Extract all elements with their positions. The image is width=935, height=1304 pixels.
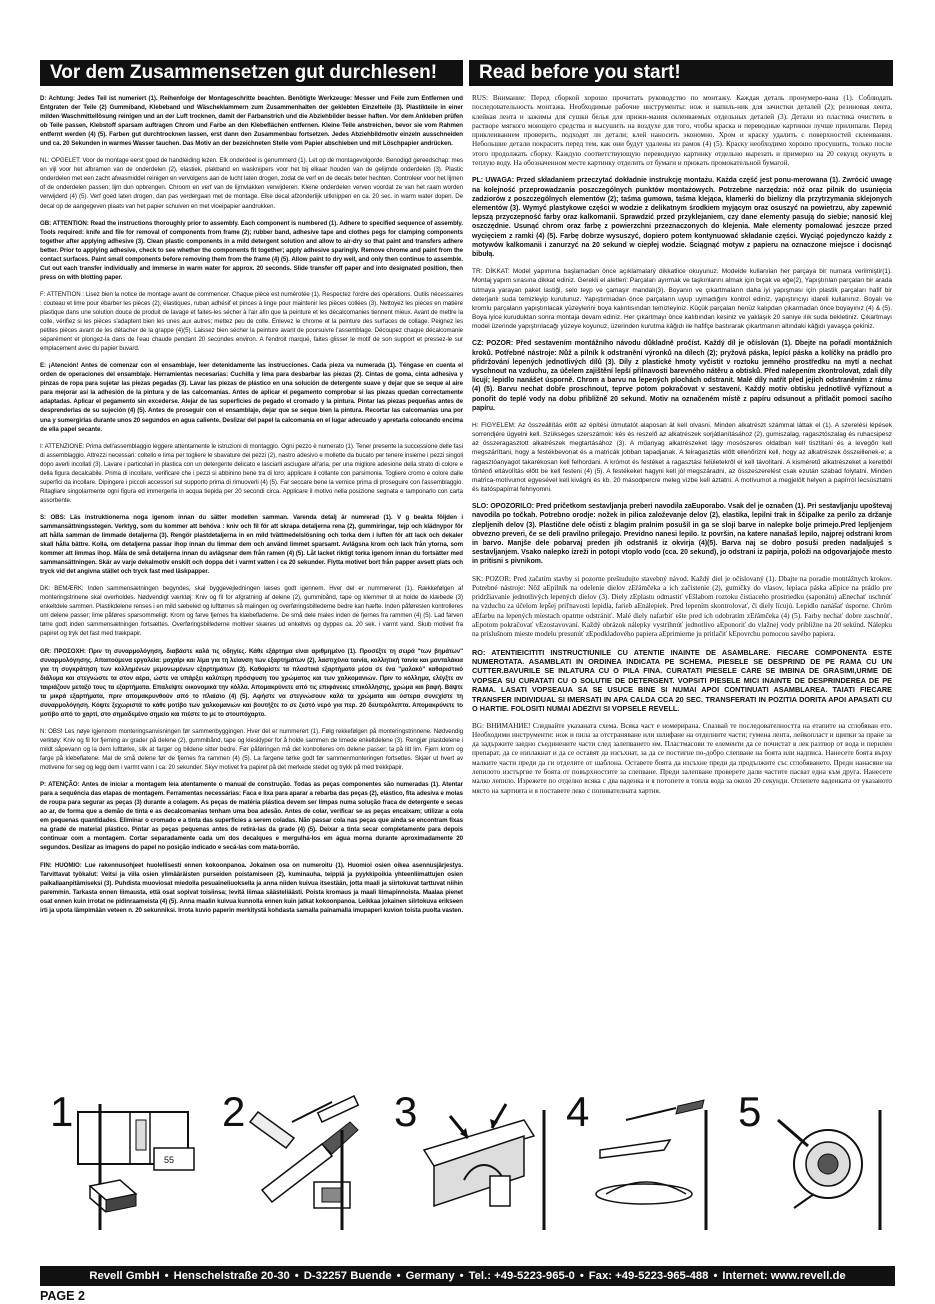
instruction-paragraph: RUS: Внимание: Перед сборкой хорошо прочитать руководство по монтажу. Каждая деталь пронумеро-вана (1). Соблюдать последовательность монтажа. Необходимые рабочие инструменты: нож и напиль-ник для зачистки деталей (2); резиновая лента, клейкая лента и зажимы для сушки белья для прижи-мания склеиваемых отдельных деталей (3). Детали из пластика очистить в растворе мягкого моющего средства и высушить на воздухе для того, чтобы краска и переводные картинки лучше прилипали. Перед приклеиванием проверить, подходят ли детали; клей наносить экономно. Хром и краску удалить с поверхностей склеивания. Небольшие детали покрасить перед тем, как они будут удалены из рамок (4) (5). Краску необходимо хорошо просушить, только после этого продолжать сборку. Каждую соответствующую переводную картинку отдельно вырезать и примерно на 20 секунд окунуть в теплую воду. На обозначенном месте картинку отделить от бумаги и прижать промокательной бумагой.: [472, 94, 892, 168]
step-2-illustration: [222, 1090, 382, 1240]
step-number: 2: [222, 1088, 246, 1135]
footer-separator: •: [579, 1270, 584, 1282]
step-4-illustration: [566, 1090, 726, 1240]
instruction-paragraph: TR: DİKKAT: Model yapımına başlamadan önce açıklamalarý dikkatlice okuyunuz. Modelde kullanılan her parçaya bir numara verilmiştir(1). Montaj yapım sırasına dikkat ediniz. Gerekli el aletleri: Parçaları ayırmak ve taşkınlarını almak için bıçak ve eğe(2), Yapıştırılan parçaları bir arada tutmaya yarayan paket lastiği, selo teyp ve çamaşır mandalı(3). Boyanın ve çıkartmaların daha iyi yapışması için plastik parçaları hafif bir deterjanlı suda temizleyip kurutunuz. Yapıştırmadan önce parçaların uyup uymadığını kontrol ediniz, yapıştırıcıyı idareli kullanınız. Boyalı ve kromlu parçaların yapıştırılacak yüzeylerini boya kalıntısından temizleyiniz. Küçük parçaları henüz kalıpdan çıkarmadan önce boyayınız (4) & (5). Boya iyice kuruduktan sonra montaja devam ediniz. Her çıkartmayı önce kalıbından kesiniz ve yaklaşık 20 saniye ılık suda bekletiniz. Çıkartmayı model üzerinde yapıştırılacağı yüzeye koyunuz, üzerinden kurutma kâğıdı ile hafifçe bastırarak çıkartmanın altındaki kâğıdı yavaşça çekiniz.: [472, 268, 892, 331]
header-title-english: Read before you start!: [469, 60, 893, 86]
footer-separator: •: [713, 1270, 718, 1282]
step-number: 1: [50, 1088, 74, 1135]
page-number-label: PAGE 2: [40, 1289, 85, 1303]
step-3-illustration: [394, 1090, 554, 1240]
instruction-paragraph: SK: POZOR: Pred začatím stavby si pozorne preštudujte stavebný návod. Každý diel je očíslovaný (1). Dbajte na poradie montážnych krokov. Potrebné nástroje: Nôž aEpilník na odelenie dielov zEŕámčeka a ich začistenie (2), gumičky do vlasov, lepiaca páska aEpice na prádlo pre pridržiavanie jednotlivých lepených dielov (3). Diely zEplastu odmastiť vEšlabom roztoku čistiaceho prostriedku (saponátu) aEnechať uschnúť na vzduchu za účelom lepšej priľnavosti lepidla, farieb aEnálepiek. Pred lepením skontrolovať, či diely lícujú. Lepidlo nanášať úsporne. Chróm aEfarbu na lepených miestach opatrne odstrániť. Malé diely nafarbiť ešte pred ich odobratím zEŕámčeka (4) (5). Farby nechať dobre zaschnúť, aEpotom pokračovať vEzostavovaní. Každý obrázok nálepky vystrihnúť jednotlivo aEponoriť do vlažnej vody približne na 20 sekúnd. Nálepku na príslušnom mieste modelu presunúť zEpodkladového papiera aEprimierne ju pritlačiť kEpovrchu pomocou savého papiera.: [472, 574, 892, 639]
sprue-cutting-icon: [50, 1090, 210, 1240]
knife-and-file-icon: [222, 1090, 382, 1240]
instruction-paragraph: E: ¡Atención! Antes de comenzar con el ensamblaje, leer detenidamente las instrucciones. Cada pieza va numerada (1). Téngase en cuenta el orden de operaciones del ensamblaje. Herramientas necesarias: Cuchilla y lima para desbarbar las piezas (2). Cintas de goma, cinta adhesiva y pinzas de ropa para sujetar las piezas pegadas (3). Lavar las piezas de plástico en una solución de detergente suave y dejar que se seque al aire para mejorar así la adhesión de la pintura y de las calcomanías. Antes de aplicar el pegamento comprobar si las piezas quedan correctamente adaptadas. Aplicar el pegamento sin excederse. Alejar de las superficies de pegado el cromado y la pintura. Pintar las piezas pequeñas antes de desprenderlas de su sujeción (4) (5). Antes de proseguir con el ensamblaje, dejar que se seque bien la pintura. Recortar las calcomanías una por una y sumergirlas durante unos 20 segundos en agua caliente. Deslizar del papel la calcomanía en el lugar adecuado y apretarla colocando encima de ella papel secante.: [40, 362, 463, 433]
instruction-paragraph: CZ: POZOR: Před sestavením montážního návodu důkladně pročíst. Každý díl je očíslován (1). Dbejte na pořadí montážních kroků. Potřebné nástroje: Nůž a pilník k odstranění výronků na dílech (2); pryžová páska, lepící páska a kolíčky na prádlo pro přidržování lepených jednotlivých dílů (3). Díly z plastické hmoty vyčistit v roztoku jemného prostředku na mytí a nechat vyschnout na vzduchu, za účelem zajištění lepší přilnavosti barevného nátěru a obtisků. Před nalepením zkontrolovat, zdali díly lícují; lepidlo nanášet úsporně. Chrom a barvu na lepených plochách odstranit. Malé díly natřít před jejich odstraněním z rámu (4) (5). Barvu nechat dobře proschnout, teprve potom pokračovat v sestavení. Každý motiv obtisku jednotlivě vyříznout a ponořit do teplé vody na dobu přibližně 20 sekund. Motiv na označeném místě z papíru odsunout a přitlačit pomocí sacího papíru.: [472, 340, 892, 412]
instruction-paragraph: I: ATTENZIONE: Prima dell'assemblaggio leggere attentamente le istruzioni di montaggio. Ogni pezzo è numerato (1). Tener presente la successione delle fasi di assemblaggio. Attrezzi necessari: coltello e lima per togliere le sbavature dei pezzi (2), nastro adesivo e mollette da bucato per tenere insieme i pezzi singoli dopo averli incollati (3). Lavare i particolari in plastica con un detergente delicato e lasciarli asciugare all'aria, per una migliore adesione della strato di colore e della figura decalcabile. Prima di incollare, verificare che i pezzi si abbinino bene tra di loro; applicare il collante con parsimonia. Togliere cromo e colore dalle superfici da incollare. Dipingere i piccoli accessori sul supporto prima di rimuoverli (4) (5). Far seccare bene la vernice prima di proseguire con l'assemblaggio. Ritagliare singolarmente ogni figura ed immergerla in acqua tiepida per 20 secondi circa. Applicare il motivo nella posizione segnata e tamponarlo con carta assorbente.: [40, 442, 463, 504]
footer-city: D-32257 Buende: [303, 1270, 392, 1282]
instruction-paragraph: FIN: HUOMIO: Lue rakennusohjeet huolellisesti ennen kokoonpanoa. Jokainen osa on numeroitu (1). Huomioi osien oikea asennusjärjestys. Tarvittavat työkalut: Veitsi ja viila osien ylimääräisten purseiden poistamiseen (2), kuminauha, teippiä ja pyykkipoikia yhteenliimattujen osien paikallaanpitämiseksi (3). Puhdista muoviosat miedolla pesuaineliuoksella ja anna niiden kuivua itsestään, jotta maali ja siirtokuvat tarttuvat niihin paremmin. Tarkasta ennen liimausta, että osat sopivat toisiinsa; levitä liimaa säästeliäästi. Poista kromaus ja maali liimapinnoista. Maalaa pienet osat ennen kuin irrotat ne pidinraameista (4) (5). Anna maalin kuivua kunnolla ennen kuin jatkat kokoonpanoa. Leikkaa jokainen siirtokuva erikseen irti ja upota lämpimään veteen n. 20 sekunniksi. Irrota kuvio paperin merkitystä kohdasta samalla painamalla imupaperi kuvion toista puolta vasten.: [40, 861, 463, 914]
footer-website: Internet: www.revell.de: [722, 1270, 846, 1282]
header-title-german: Vor dem Zusammensetzen gut durchlesen!: [40, 60, 463, 86]
paint-brush-icon: [566, 1090, 726, 1240]
spray-painting-icon: [738, 1090, 898, 1240]
step-5-illustration: [738, 1090, 898, 1240]
instruction-paragraph: GB: ATTENTION: Read the instructions thoroughly prior to assembly. Each component is numbered (1). Adhere to specified sequence of assembly. Tools required: knife and file for removal of components from frame (2); rubber band, adhesive tape and clothes pegs for clamping components together after applying adhesive (3). Clean plastic components in a mild detergent solution and allow to air-dry so that paint and transfers adhere better. Prior to applying adhesive, check to see whether the components fit together; apply adhesive sparingly. Remove chrome and paint from the contact surfaces. Paint small components before removing them from the frame (4) (5). Allow paint to dry well, and only then continue to assemble. Cut out each transfer individually and immerse in warm water for approx. 20 seconds. Slide transfer off paper and into designated position, then press on with blotting paper.: [40, 219, 463, 281]
instruction-paragraph: D: Achtung: Jedes Teil ist numeriert (1). Reihenfolge der Montageschritte beachten. Benötigte Werkzeuge: Messer und Feile zum Entfernen und Entgraten der Teile (2) Gummiband, Klebeband und Wäscheklammern zum Zusammenhalten der geklebten Einzelteile (3). Plastikteile in einer milden Waschmittellösung reinigen und an der Luft trocknen, damit der Farbanstrich und die Abziehbilder besser haften. Vor dem Ankleben prüfen ob Teile passen, Klebstoff sparsam auftragen Chrom und Farbe an den Klebeflächen entfernen. Kleine Teile anstreichen, bevor sie vom Rahmen entfernt werden (4) (5). Farben gut durchtrocknen lassen, erst dann den Zusammenbau fortsetzen. Jedes Abziehbildmotiv einzeln ausschneiden und ca. 20 Sekunden in warmes Wasser tauchen. Das Motiv an der bezeichneten Stelle vom Papier abschieben und mit Löschpapier andrücken.: [40, 95, 463, 148]
instruction-paragraph: PL: UWAGA: Przed składaniem przeczytać dokładnie instrukcję montażu. Każda część jest ponu-merowana (1). Zwrócić uwagę na kolejność przeprowadzania poszczególnych punktów montażowych. Potrzebne narzędzia: nóż oraz pilnik do usunięcia zadziorów z poszczególnych elementów (2); taśma gumowa, taśma klejąca, klamerki do bielizny dla przytrzymania sklejonych elementów (3). Wymyć plastykowe części w wodzie z delikatnym środkiem myjącym oraz osuszyć na powietrzu, aby zapewnić lepszą przyczepność farby oraz kalkomanii. Sprawdzić przed przyklejaniem, czy dane elementy pasują do siebie; nanosić klej oszczędnie. Usunąć chrom oraz farbę z powierzchni przeznaczonych do klejenia. Małe elementy pomalować jeszcze przed wycięciem z ramki (4) (5). Farbę dobrze wysuszyć, dopiero potem kontynuować składanie części. Wyciąć pojedynczo każdy z motywów kalkomanii i zanurzyć na 20 sekund w ciepłej wodzie. Ściągnąć motyw z papieru na oznaczone miejsce i docisnąć bibułą.: [472, 177, 892, 258]
step-1-illustration: [50, 1090, 210, 1240]
footer-company: Revell GmbH: [89, 1270, 160, 1282]
instruction-paragraph: N: OBS! Les nøye igjennom monteringsanvisningen før sammenbyggingen. Hver del er nummerert (1). Følg rekkefølgen på monteringstrinnene. Nødvendig verktøy: Kniv og fil for fjerning av grader på delene (2), gummibånd, tape og klesklyper for å holde sammen de limede enkeltdelene (3). Rengjør plastdelene i mildt såpevann og la dem lufttørke, slik at farger og bildene sitter bedre. Før påføringen må det kontrolleres om delene passer; ta på litt lim. Fjern krom og farge på klebeflatene. Mal de små delene før de fjernes fra rammen (4) (5). La fargene tørke godt før sammenmonteringen fortsettes. Skjær ut hvert av motivene for seg og legg dem i varmt vann i ca. 20 sekunder. Skyv motivet fra papiret på det merkede stedet og trykk på med trekkpapir.: [40, 727, 463, 772]
footer-separator: •: [459, 1270, 464, 1282]
instruction-paragraph: RO: ATENTIEICITITI INSTRUCTIUNILE CU ATENTIE INAINTE DE ASAMBLARE. FIECARE COMPONENTA ESTE NUMEROTATA. ASAMBLATI IN ORDINEA INDICATA PE SCHEMA. PIESELE SE DESPRIND DE PE RAMA CU UN CUTTER.BAVURILE SE INLATURA CU O PILA FINA. CURATATI PIESELE CARE SE IMBINA DE GRASIMI,URME DE VOPSEA SU CURATATI CU O SOLUTIE DE DETERGENT. VOPSITI PIESELE MICI INAINTE DE DESPRINDEREA DE PE RAMA. LASATI VOPSEAUA SA SE USUCE BINE SI NUMAI APOI CONTINUATI ASAMBLAREA. TAIATI FIECARE TRANSFER INDIVIDUAL SI IMERSATI IN APA CALDA CCA 20 SEC. TRANSFERATI IN POZITIA DORITA APOI APASATI CU O HARTIE. FOLOSITI NUMAI ADEZIVI SI VOPSELE REVELL.: [472, 647, 892, 714]
footer-separator: •: [294, 1270, 299, 1282]
instruction-paragraph: GR: ΠΡΟΣΟΧΗ: Πριν τη συναρμολόγηση, διαβάστε καλά τις οδηγίες. Κάθε εξάρτημα είναι αριθμημένο (1). Προσέξτε τη σειρά "των βημάτων" συναρμολόγησης. Απαιτούμενα εργαλεία: μαχαίρι και λίμα για τη λείανση των εξαρτημάτων (2), λαστιχένια ταινία, κολλητική ταινία και μανταλάκια για τη συγκράτηση των κολλημένων μεμονωμένων εξαρτημάτων (3). Καθαρίστε τα πλαστικά εξαρτήματα μέσα σε ένα "μαλακό" καθαριστικό διάλυμα και στεγνώστε τα στον αέρα, ώστε να υπάρξει καλύτερη πρόσφυση του χρώματος και των χαλκομανιών. Πριν το κόλλημα, ελέγξτε αν ταιριάζουν μεταξύ τους τα εξαρτήματα. Επαλείψτε οικονομικά την κόλλα. Απομακρύνετε από τις επιφάνειες επικόλλησης, χρώμα και βαφή. Βάψτε τα μικρά εξαρτήματα, πριν απομακρυνθούν από το πλαίσιο (4) (5). Αφήστε να στεγνώσουν καλά τα χρώματα και ύστερα συνεχίστε τη συναρμολόγηση. Κόψτε ξεχωριστά το κάθε μοτίβο των χαλκομανιών και βουτήξτε το σε ζεστό νερό για περ. 20 δευτερόλεπτα. Απομακρύνετε το μοτίβο από το χαρτί, στο σημαδεμένο σημείο και πιέστε το με το στουπόχαρτο.: [40, 647, 463, 718]
footer-fax: Fax: +49-5223-965-488: [588, 1270, 709, 1282]
assembly-steps: [50, 1090, 895, 1240]
instructions-column-left: [40, 94, 463, 1041]
footer-separator: •: [164, 1270, 169, 1282]
instruction-paragraph: S: OBS: Läs instruktionerna noga igenom innan du sätter modellen samman. Varenda detalj är numrerad (1). V g beakta följden i sammansättningsstegen. Verktyg, som du kommer att behöva : kniv och fil för att skrapa detaljerna rena (2), gummiringar, tejp och klädnypor för att hålla samman de limmade detaljerna (3). Rengör plastdetaljerna in en mild tvättmedelslösning och torka dem i luften för att lack och dekaler skall hålla bättre. Kolla, om detaljerna passar ihop innan du limmar dem och använd limmet sparsamt. Avlägsna krom och lack från ytorna, som kommer att limmas ihop. Måla de små detaljerna innan du avlägsnar dem från ramen (4) (5). Låt lacket riktigt torka igenom innan du fortsätter med sammansättningen. Skär av varje dekalmotiv enskilt och doppa det i varmt vatten i ca 20 sekunder. Flytta motivet bort från papper avsett plats och tryck vid det angivna stället och tryck fast med läskpapper.: [40, 513, 463, 576]
instruction-paragraph: F: ATTENTION : Lisez bien la notice de montage avant de commencer. Chaque pièce est numérotée (1). Respectez l'ordre des opérations. Outils nécessaires : couteau et lime pour ébarber les pièces (2); élastiques, ruban adhésif et pinces à linge pour maintenir les pièces collées (3). Nettoyez les pièces en matière plastique dans une solution douce de produit de lavage et faites-les sécher à l'air afin que la peinture et les décalcomanies tiennent mieux. Avant de mettre la colle, vérifiez si les pièces s'adaptent bien les unes aux autres; mettez peu de colle. Enlevez le chrome et la peinture des surfaces de collage. Peignez les petites pièces avant de les détacher de la grappe (4)(5). Laissez bien sécher la peinture avant de poursuivre l'assemblage. Découpez chaque décalcomanie séparément et plongez-la dans de l'eau chaude pendant 20 secondes environ. A l'endroit marqué, faites glisser le motif de son support et pressez-le sur emplacement avec du papier buvard.: [40, 290, 463, 353]
instruction-paragraph: BG: ВНИМАНИЕ! Следвайте указаната схема. Всяка част е номерирана. Спазвай те последователността на етапите на сглобяван ето. Необходими инструменти: нож и пила за отстраняване или шлифане на отделните части; гумена лента, лейкопласт и щипки за пране за да задържите заедно съединените части след залепването им. Пластмасови те елементи да се почистат в лек разтвор от вода и перилен препарат, да се изплакнат и да се оставят да изсъхнат, за да се постигне по-добро слепване на боята или надписа. Нанесете боята върху малките части преди да ги отделите от шаблона. Оставете боята да изсъхне преди да продължите със сглобяването. Преди нанасяне на лепилото изстъргве те боята от повърхностите за слепване. Преди залепване проверете дали частите пасват една към друга. Нанесете малко лепило. Изрежете по отделно всяка с два ваденка и я потопете в топла вода за около 20 секунди. Отлепете ваденката от указаното място на хартията и я поставете леко с попивателната хартия.: [472, 721, 892, 795]
instruction-paragraph: NL: OPGELET: Voor de montage eerst goed de handleiding lezen. Elk onderdeel is genummerd (1). Let op de montagevolgorde. Benodigd gereedschap: mes en vijl voor het afbramen van de onderdelen (2), elastiek, plakband en wasknijpers voor het bij elkaar houden van de gelijmde onderdelen (3). Plastic onderdelen met een zacht afwasmiddel reinigen en vervolgens aan de lucht laten drogen, zodat de verf en de decals beter hechten. Controleer voor het lijmen of de onderdelen passen; lijm dun opbrengen. Chroom en verf van de lijmvlakken verwijderen. Kleine onderdelen verven voordat ze van het raam worden verwijderd (4) (5). Verf goed laten drogen, dan pas verdergaan met de montage. Elke decal afzonderlijk uitknippen en ca. 20 sec. in warm water dopen. De decal op de aangegeven plaats van het papier schuiven en met vloeipapier aandrukken.: [40, 157, 463, 210]
instruction-paragraph: DK: BEMÆRK: Inden sammensætningen begyndes, skal byggevejledningen læses godt igennem. Hver del er nummereret (1). Rækkefølgen af monteringstrinene skal overholdes. Nødvendigt værktøj: Kniv og fil for afgratning af delene (2), gummibånd, tape og klemmer til at holde de klæbede (3) enkeltdele sammen. Plastikdelene renses i en mild sæbeled og lufttørres så malingen og overføringsbillederne bedre kan hæfte. Inden påføreslen kontrolleres om delene passer; lime påføres sparsommeligt. Krom og farve fjernes fra klæbefladerne. De små dele males inden de fjernes fra rammen (4) (5). Lad farven tørre godt inden sammensætningen fortsættes. Overføringsbillederne mottiver skæres ud enkeltvis og dyppes ca. 20 sek. i varmt vand. Skub motivet fra papiret og tryk det fast med trækpapir.: [40, 585, 463, 638]
instruction-paragraph: P: ATENÇÃO: Antes de iniciar a montagem leia atentamente o manual de construção. Todas as peças componentes são numeradas (1). Atentar para a sequência das etapas de montagem. Ferramentas necessárias: Faca e lixa para aparar a rebarba das peças (2), elástico, fita adesiva e molas de roupa para segurar as peças (3) durante a colagem. As peças de matéria plástica devem ser limpas numa solução fraca de detergente e secas ao ar, de forma que a demão de tinta e as decalcomanias tenham uma boa adesão. Antes de colar, verificar se as peças encaixam; utilizar a cola em pequenas quantidades. Eliminar o cromado e a tinta das superfícies a serem coladas. Não passar cola nas peças que ainda se encontram fixas na grade de material plástico. Pintar as peças pequenas antes de retirá-las da grade (4) (5). Deixar a tinta secar completamente para depois continuar com a montagem. Cortar separadamente cada um dos decalques e mergulhá-los em água morna durante aproximadamente 20 segundos. Deslizar as imagens do papel no posição indicado e secá-las com mata-borrão.: [40, 781, 463, 852]
footer-tel: Tel.: +49-5223-965-0: [468, 1270, 575, 1282]
glue-and-clamp-icon: [394, 1090, 554, 1240]
footer-street: Henschelstraße 20-30: [173, 1270, 290, 1282]
instruction-paragraph: H: FIGYELEM: Az összeállítás előtt az építési útmutatót alaposan át kell olvasni. Minden alkatrészt számmal láttak el (1). A szerelési lépések sorrendjére ügyelni kell. Szükséges szerszámok: kés és reszelő az alkatrészek sorjátlanításához (2), gumiszalag, ragasztószalag és ruhacsipesz az összeragasztott alkatrészek megtartásához (3). A műanyag alkatrészeket lágy mosószeres oldatban kell tisztítani és a levegőn kell megszáríttani, hogy a festékbevonat és a matricák jobban tapadjanak. A felragasztás előtt ellenőrizni kell, hogy az alkatrészek összeillenek-e; a ragasztóanyagot takarékosan kell felhordani. A krómot és festéket a ragasztási felületekről el kell távolítani. A kisméretű alkatrészeket a keretből történő eltávolítás előtt be kell festeni (4) (5). A festékeket hagyni kell jól megszáradni, az összeszerelést csak ezután szabad folytatni. Minden matrica-motívumot egyesével kell kivágni és kb. 20 másodpercre meleg vízbe kell áztatni. A motívumot a megjelölt helyen a papírról lecsúsztatni és itatóspapírral fehnyomni.: [472, 421, 892, 494]
step-number: 5: [738, 1088, 762, 1135]
footer-separator: •: [396, 1270, 401, 1282]
footer-contact-bar: [40, 1266, 895, 1286]
svg-text:55: 55: [164, 1155, 175, 1165]
footer-country: Germany: [405, 1270, 455, 1282]
step-number: 4: [566, 1088, 590, 1135]
instruction-paragraph: SLO: OPOZORILO: Pred pričetkom sestavljanja preberi navodila zaEuporabo. Vsak del je označen (1). Pri sestavljanju upoštevaj navodila po točkah. Potrebno orodje: nožek in pilica založevanje delov (2), elastika, lepilni trak in ščipalke za perilo za držanje zlepljenih delov (3). Plastične dele očisti z blagim pralnim posušil in ga se sloji barve in nalepke bolje primejo.Pred lepljenjem obvezno preveri, če se deli pravilno prilegajo. Previdno nanesi lepilo. Iz površin, na katere nanašaš lepilo, najprej odstrani krom in barvo. Manjše dele pobarvaj preden jih odstraniš iz okvirja (4)(5). Barva naj se dobro posuši preden nadaljuješ s sestavljanjem. Vsako nalepko izreži in potopi vtoplo vodo (cca. 20 sekund), jo odstrani iz papirja, položi na odgovarjajoče mesto in pritisni s pivnikom.: [472, 503, 892, 566]
step-number: 3: [394, 1088, 418, 1135]
instructions-column-right: [472, 94, 892, 1041]
